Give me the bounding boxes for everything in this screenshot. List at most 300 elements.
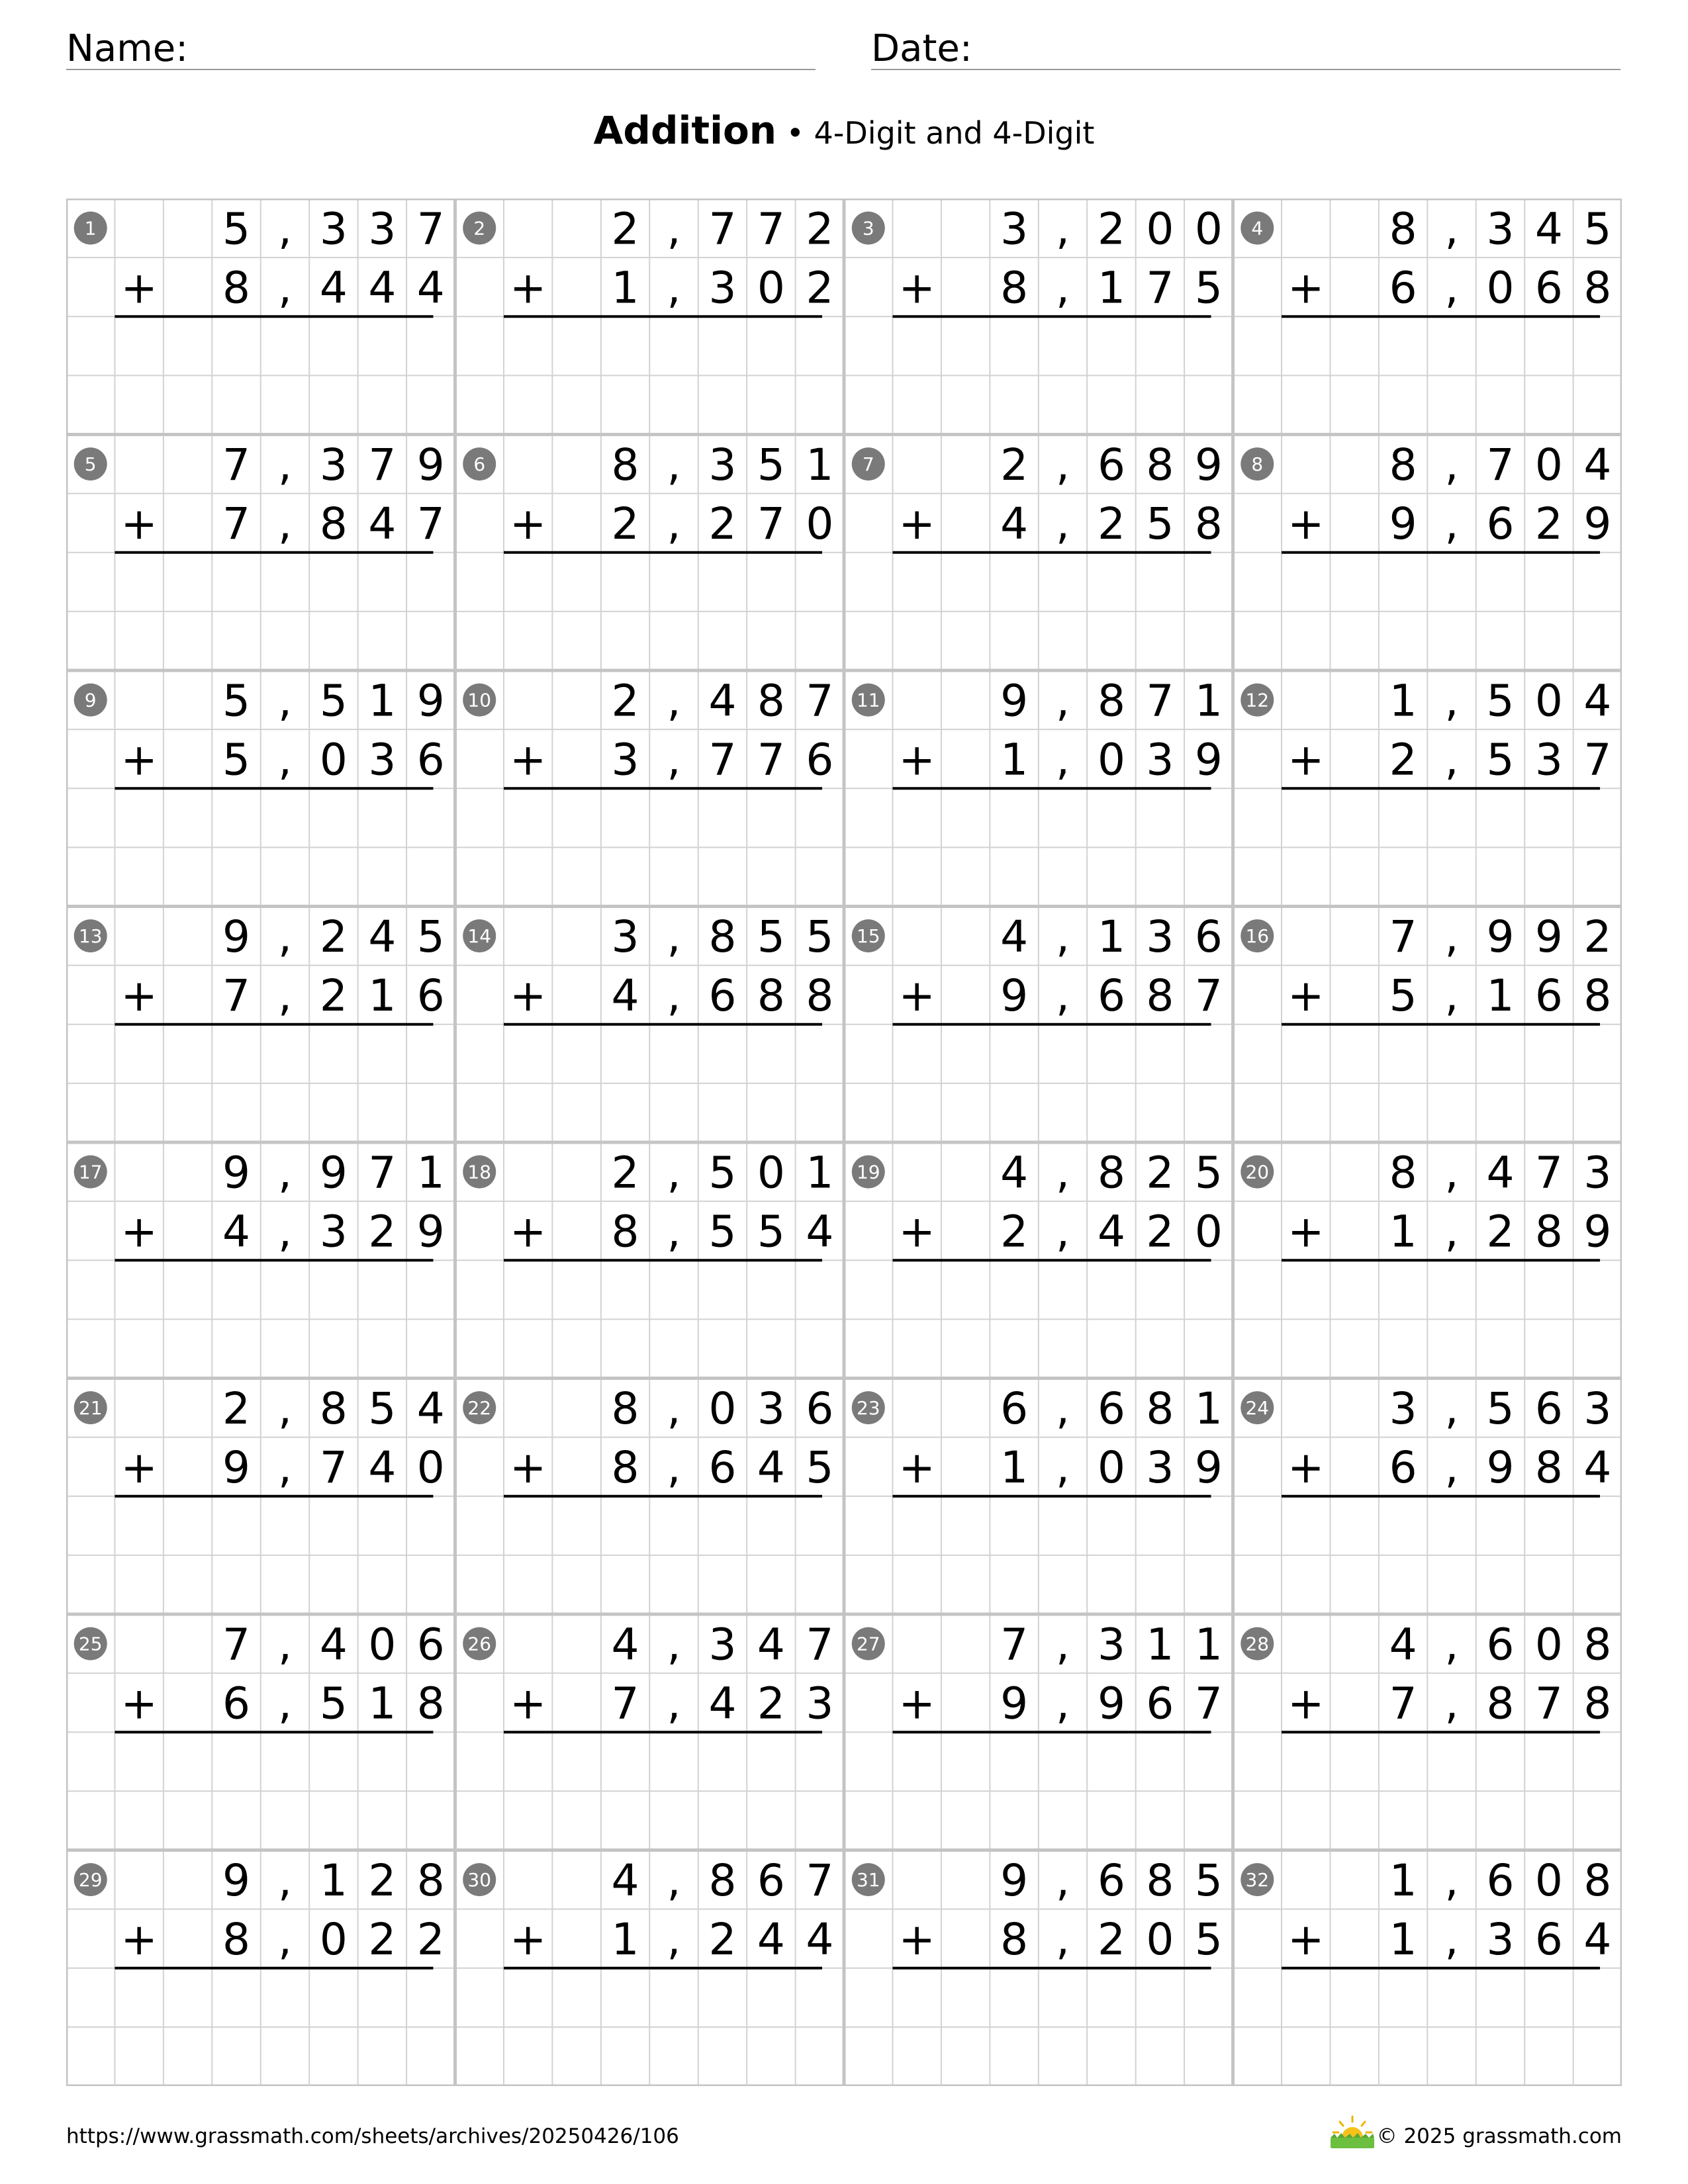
problem-number: 13: [78, 925, 103, 948]
problem-14: [463, 911, 833, 1024]
top-digit: ,: [667, 1619, 681, 1670]
bottom-digit: 1: [611, 1914, 639, 1966]
bottom-digit: ,: [277, 1914, 292, 1966]
top-digit: 3: [708, 1619, 737, 1670]
top-digit: 7: [368, 439, 397, 491]
top-digit: 5: [222, 675, 251, 727]
problem-4: [1241, 204, 1611, 317]
plus-sign: +: [510, 970, 547, 1022]
plus-sign: +: [1288, 970, 1325, 1022]
problem-number: 24: [1245, 1397, 1270, 1420]
plus-sign: +: [120, 734, 158, 786]
bottom-digit: 7: [1194, 970, 1223, 1022]
top-digit: 2: [1000, 439, 1029, 491]
sun-over-grass-icon: [1328, 2115, 1377, 2150]
bottom-digit: 8: [222, 1914, 251, 1966]
bottom-digit: 8: [1534, 1206, 1563, 1257]
bottom-digit: 0: [806, 498, 834, 550]
top-digit: 0: [1146, 203, 1174, 255]
top-digit: ,: [1444, 675, 1459, 727]
bottom-digit: 7: [611, 1678, 639, 1729]
bottom-digit: 9: [1486, 1442, 1515, 1494]
title-main: Addition: [593, 108, 777, 153]
top-digit: 2: [611, 1147, 639, 1199]
bottom-digit: 7: [1583, 734, 1612, 786]
top-digit: 0: [1534, 675, 1563, 727]
bottom-digit: 7: [1389, 1678, 1417, 1729]
bottom-digit: 9: [1000, 1678, 1029, 1729]
top-digit: ,: [277, 203, 292, 255]
problem-number: 25: [78, 1633, 103, 1655]
bottom-digit: 5: [1486, 734, 1515, 786]
bottom-digit: 8: [1486, 1678, 1515, 1729]
title-bullet: •: [786, 115, 804, 151]
top-digit: 5: [1194, 1855, 1223, 1907]
plus-sign: +: [510, 498, 547, 550]
top-digit: 6: [1000, 1383, 1029, 1435]
bottom-digit: 4: [416, 262, 445, 314]
bottom-digit: 2: [708, 1914, 737, 1966]
plus-sign: +: [510, 734, 547, 786]
problem-number: 1: [84, 217, 97, 240]
plus-sign: +: [1288, 734, 1325, 786]
problem-27: [852, 1619, 1223, 1733]
problem-number: 29: [78, 1869, 103, 1891]
top-digit: ,: [667, 1383, 681, 1435]
top-digit: 3: [1000, 203, 1029, 255]
bottom-digit: ,: [1444, 262, 1459, 314]
problem-26: [463, 1619, 833, 1733]
bottom-digit: 4: [806, 1914, 834, 1966]
bottom-digit: 6: [806, 734, 834, 786]
top-digit: 8: [708, 1855, 737, 1907]
bottom-digit: 4: [611, 970, 639, 1022]
bottom-digit: 4: [368, 498, 397, 550]
top-digit: 8: [1146, 1383, 1174, 1435]
problem-10: [463, 676, 833, 789]
problem-number: 10: [467, 689, 492, 711]
bottom-digit: 1: [1097, 262, 1125, 314]
bottom-digit: ,: [667, 498, 681, 550]
bottom-digit: 3: [1146, 1442, 1174, 1494]
top-digit: 4: [611, 1619, 639, 1670]
bottom-digit: ,: [277, 1206, 292, 1257]
bottom-digit: 1: [1389, 1914, 1417, 1966]
bottom-digit: 2: [1097, 498, 1125, 550]
bottom-digit: 4: [1097, 1206, 1125, 1257]
top-digit: ,: [277, 439, 292, 491]
top-digit: 7: [1146, 675, 1174, 727]
problem-number: 30: [467, 1869, 492, 1891]
bottom-digit: ,: [667, 1678, 681, 1729]
bottom-digit: 1: [368, 970, 397, 1022]
top-digit: 3: [1097, 1619, 1125, 1670]
bottom-digit: 7: [222, 970, 251, 1022]
problem-20: [1241, 1148, 1611, 1261]
top-digit: 1: [1146, 1619, 1174, 1670]
bottom-digit: ,: [1056, 970, 1070, 1022]
bottom-digit: 4: [757, 1442, 785, 1494]
name-label: Name:: [66, 27, 189, 70]
bottom-digit: 3: [319, 1206, 348, 1257]
top-digit: 6: [806, 1383, 834, 1435]
top-digit: 5: [757, 439, 785, 491]
footer-copyright: © 2025 grassmath.com: [1376, 2124, 1622, 2148]
footer-url: https://www.grassmath.com/sheets/archives/20250426/106: [66, 2124, 679, 2148]
bottom-digit: 9: [1194, 734, 1223, 786]
top-digit: ,: [277, 675, 292, 727]
bottom-digit: 1: [1486, 970, 1515, 1022]
bottom-digit: 6: [1097, 970, 1125, 1022]
bottom-digit: ,: [1056, 1914, 1070, 1966]
problem-grid: [66, 199, 1622, 2086]
bottom-digit: 0: [757, 262, 785, 314]
bottom-digit: 6: [416, 970, 445, 1022]
bottom-digit: 7: [1534, 1678, 1563, 1729]
problem-6: [463, 439, 833, 553]
problem-19: [852, 1148, 1223, 1261]
problem-30: [463, 1855, 833, 1968]
bottom-digit: 7: [416, 498, 445, 550]
plus-sign: +: [898, 1442, 935, 1494]
bottom-digit: ,: [667, 262, 681, 314]
top-digit: 7: [222, 439, 251, 491]
bottom-digit: 0: [1146, 1914, 1174, 1966]
bottom-digit: 6: [222, 1678, 251, 1729]
problem-number: 17: [78, 1161, 103, 1183]
bottom-digit: 4: [708, 1678, 737, 1729]
top-digit: 7: [368, 1147, 397, 1199]
top-digit: 0: [1534, 1855, 1563, 1907]
bottom-digit: 3: [1534, 734, 1563, 786]
top-digit: 6: [1097, 1855, 1125, 1907]
problem-3: [852, 204, 1223, 317]
top-digit: ,: [1444, 1855, 1459, 1907]
top-digit: ,: [667, 439, 681, 491]
bottom-digit: ,: [277, 1678, 292, 1729]
top-digit: 4: [1534, 203, 1563, 255]
top-digit: 9: [1486, 911, 1515, 963]
problem-31: [852, 1855, 1223, 1968]
bottom-digit: ,: [1056, 734, 1070, 786]
bottom-digit: 4: [319, 262, 348, 314]
plus-sign: +: [898, 734, 935, 786]
bottom-digit: 5: [1194, 1914, 1223, 1966]
problem-29: [74, 1855, 445, 1968]
plus-sign: +: [510, 1206, 547, 1257]
top-digit: ,: [667, 675, 681, 727]
bottom-digit: 1: [368, 1678, 397, 1729]
problem-number: 2: [473, 217, 486, 240]
bottom-digit: 9: [222, 1442, 251, 1494]
problem-number: 21: [78, 1397, 103, 1420]
bottom-digit: ,: [667, 1206, 681, 1257]
bottom-digit: 9: [1583, 1206, 1612, 1257]
bottom-digit: 9: [1389, 498, 1417, 550]
problem-13: [74, 911, 445, 1024]
bottom-digit: 4: [222, 1206, 251, 1257]
top-digit: ,: [277, 1383, 292, 1435]
plus-sign: +: [898, 262, 935, 314]
top-digit: 5: [1486, 675, 1515, 727]
bottom-digit: 5: [222, 734, 251, 786]
top-digit: ,: [1056, 439, 1070, 491]
top-digit: 7: [222, 1619, 251, 1670]
bottom-digit: 4: [806, 1206, 834, 1257]
block-borders: [66, 199, 1622, 2086]
top-digit: 2: [1146, 1147, 1174, 1199]
problem-number: 28: [1245, 1633, 1270, 1655]
top-digit: 8: [611, 439, 639, 491]
plus-sign: +: [898, 498, 935, 550]
top-digit: 5: [806, 911, 834, 963]
problem-12: [1241, 676, 1611, 789]
problem-number: 5: [84, 453, 97, 476]
bottom-digit: 8: [806, 970, 834, 1022]
bottom-digit: 6: [708, 1442, 737, 1494]
top-digit: 8: [611, 1383, 639, 1435]
top-digit: 9: [222, 1855, 251, 1907]
top-digit: 0: [757, 1147, 785, 1199]
top-digit: 8: [757, 675, 785, 727]
top-digit: 3: [757, 1383, 785, 1435]
bottom-digit: 3: [368, 734, 397, 786]
bottom-digit: 1: [611, 262, 639, 314]
top-digit: 5: [757, 911, 785, 963]
top-digit: 5: [1194, 1147, 1223, 1199]
plus-sign: +: [120, 498, 158, 550]
bottom-digit: 7: [319, 1442, 348, 1494]
top-digit: 9: [416, 439, 445, 491]
bottom-digit: ,: [667, 970, 681, 1022]
top-digit: 1: [1194, 1619, 1223, 1670]
bottom-digit: 9: [1583, 498, 1612, 550]
top-digit: 7: [1534, 1147, 1563, 1199]
top-digit: 2: [806, 203, 834, 255]
top-digit: 4: [416, 1383, 445, 1435]
top-digit: ,: [277, 1147, 292, 1199]
top-digit: 9: [1194, 439, 1223, 491]
bottom-digit: 1: [1000, 734, 1029, 786]
top-digit: 3: [368, 203, 397, 255]
problem-number: 6: [473, 453, 486, 476]
top-digit: 4: [1583, 675, 1612, 727]
bottom-digit: 0: [416, 1442, 445, 1494]
problem-number: 14: [467, 925, 492, 948]
top-digit: ,: [277, 1855, 292, 1907]
bottom-digit: 2: [1534, 498, 1563, 550]
top-digit: 1: [1194, 1383, 1223, 1435]
top-digit: 9: [222, 1147, 251, 1199]
top-digit: ,: [1444, 439, 1459, 491]
bottom-digit: ,: [1444, 498, 1459, 550]
top-digit: 7: [1486, 439, 1515, 491]
top-digit: 7: [416, 203, 445, 255]
top-digit: 9: [416, 675, 445, 727]
top-digit: ,: [1056, 1619, 1070, 1670]
top-digit: 2: [368, 1855, 397, 1907]
problem-number: 31: [856, 1869, 880, 1891]
top-digit: ,: [1056, 203, 1070, 255]
top-digit: 8: [1583, 1619, 1612, 1670]
top-digit: ,: [1056, 1147, 1070, 1199]
bottom-digit: 2: [319, 970, 348, 1022]
bottom-digit: 6: [1389, 262, 1417, 314]
top-digit: 6: [1486, 1619, 1515, 1670]
bottom-digit: 4: [368, 262, 397, 314]
bottom-digit: 7: [757, 498, 785, 550]
bottom-digit: 8: [757, 970, 785, 1022]
top-digit: 9: [1534, 911, 1563, 963]
top-digit: 8: [1583, 1855, 1612, 1907]
problem-21: [74, 1383, 445, 1496]
top-digit: 4: [1486, 1147, 1515, 1199]
top-digit: 6: [1097, 1383, 1125, 1435]
plus-sign: +: [1288, 262, 1325, 314]
plus-sign: +: [120, 1442, 158, 1494]
top-digit: 3: [319, 203, 348, 255]
bottom-digit: 2: [757, 1678, 785, 1729]
bottom-digit: 7: [708, 734, 737, 786]
plus-sign: +: [898, 970, 935, 1022]
bottom-digit: 8: [222, 262, 251, 314]
top-digit: 7: [1389, 911, 1417, 963]
top-digit: 5: [708, 1147, 737, 1199]
bottom-digit: 9: [416, 1206, 445, 1257]
top-digit: 8: [1146, 439, 1174, 491]
problem-24: [1241, 1383, 1611, 1496]
problem-18: [463, 1148, 833, 1261]
problem-number: 4: [1251, 217, 1264, 240]
top-digit: 8: [319, 1383, 348, 1435]
top-digit: 4: [319, 1619, 348, 1670]
bottom-digit: ,: [1444, 1678, 1459, 1729]
plus-sign: +: [120, 1914, 158, 1966]
bottom-digit: 4: [1583, 1442, 1612, 1494]
title-subtitle: 4-Digit and 4-Digit: [814, 115, 1095, 151]
top-digit: 5: [222, 203, 251, 255]
top-digit: 1: [368, 675, 397, 727]
bottom-digit: 6: [1146, 1678, 1174, 1729]
bottom-digit: 7: [222, 498, 251, 550]
bottom-digit: 8: [611, 1442, 639, 1494]
problem-number: 3: [862, 217, 874, 240]
problem-32: [1241, 1855, 1611, 1968]
bottom-digit: 2: [1146, 1206, 1174, 1257]
bottom-digit: 6: [1534, 1914, 1563, 1966]
bottom-digit: ,: [1444, 1442, 1459, 1494]
plus-sign: +: [120, 262, 158, 314]
top-digit: 4: [1000, 1147, 1029, 1199]
bottom-digit: ,: [1056, 1206, 1070, 1257]
top-digit: 8: [1097, 1147, 1125, 1199]
plus-sign: +: [1288, 1678, 1325, 1729]
bottom-digit: 2: [1486, 1206, 1515, 1257]
bottom-digit: 5: [757, 1206, 785, 1257]
top-digit: 4: [1583, 439, 1612, 491]
bottom-digit: 1: [1000, 1442, 1029, 1494]
bottom-digit: ,: [1444, 970, 1459, 1022]
bottom-digit: 0: [1097, 734, 1125, 786]
bottom-digit: ,: [1444, 734, 1459, 786]
top-digit: ,: [1056, 675, 1070, 727]
bottom-digit: 2: [611, 498, 639, 550]
bottom-digit: 5: [806, 1442, 834, 1494]
bottom-digit: 0: [1194, 1206, 1223, 1257]
top-digit: 4: [757, 1619, 785, 1670]
bottom-digit: 0: [1097, 1442, 1125, 1494]
bottom-digit: 5: [708, 1206, 737, 1257]
bottom-digit: 6: [1486, 498, 1515, 550]
bottom-digit: ,: [1056, 262, 1070, 314]
bottom-digit: 0: [319, 734, 348, 786]
bottom-digit: 2: [416, 1914, 445, 1966]
top-digit: 1: [1097, 911, 1125, 963]
bottom-digit: 2: [708, 498, 737, 550]
plus-sign: +: [1288, 498, 1325, 550]
top-digit: 1: [319, 1855, 348, 1907]
bottom-digit: ,: [277, 262, 292, 314]
problem-1: [74, 204, 445, 317]
top-digit: 8: [1389, 439, 1417, 491]
bottom-digit: 6: [1389, 1442, 1417, 1494]
bottom-digit: 2: [368, 1206, 397, 1257]
top-digit: 2: [1583, 911, 1612, 963]
date-field[interactable]: [871, 0, 1620, 70]
top-digit: 7: [806, 1855, 834, 1907]
bottom-digit: ,: [1444, 1914, 1459, 1966]
problem-number: 16: [1245, 925, 1270, 948]
top-digit: 0: [368, 1619, 397, 1670]
top-digit: 8: [708, 911, 737, 963]
top-digit: 5: [416, 911, 445, 963]
problem-7: [852, 439, 1223, 553]
problem-number: 15: [856, 925, 880, 948]
top-digit: ,: [1056, 911, 1070, 963]
top-digit: ,: [1444, 911, 1459, 963]
bottom-digit: 8: [319, 498, 348, 550]
top-digit: 3: [708, 439, 737, 491]
top-digit: 2: [1097, 203, 1125, 255]
problem-number: 12: [1245, 689, 1270, 711]
bottom-digit: 8: [1194, 498, 1223, 550]
plus-sign: +: [898, 1678, 935, 1729]
bottom-digit: ,: [277, 1442, 292, 1494]
top-digit: ,: [1444, 1147, 1459, 1199]
bottom-digit: ,: [1056, 1678, 1070, 1729]
top-digit: ,: [277, 1619, 292, 1670]
top-digit: 7: [806, 1619, 834, 1670]
bottom-digit: 2: [1000, 1206, 1029, 1257]
bottom-digit: 2: [1389, 734, 1417, 786]
bottom-digit: 5: [1389, 970, 1417, 1022]
plus-sign: +: [510, 1914, 547, 1966]
top-digit: ,: [1056, 1855, 1070, 1907]
top-digit: ,: [1444, 203, 1459, 255]
plus-sign: +: [510, 262, 547, 314]
top-digit: 0: [1194, 203, 1223, 255]
top-digit: 3: [1583, 1383, 1612, 1435]
bottom-digit: ,: [277, 498, 292, 550]
problem-22: [463, 1383, 833, 1496]
top-digit: ,: [1444, 1619, 1459, 1670]
bottom-digit: 6: [1534, 970, 1563, 1022]
plus-sign: +: [898, 1914, 935, 1966]
top-digit: 6: [1486, 1855, 1515, 1907]
name-field[interactable]: [66, 0, 816, 70]
top-digit: 3: [1583, 1147, 1612, 1199]
bottom-digit: 3: [806, 1678, 834, 1729]
